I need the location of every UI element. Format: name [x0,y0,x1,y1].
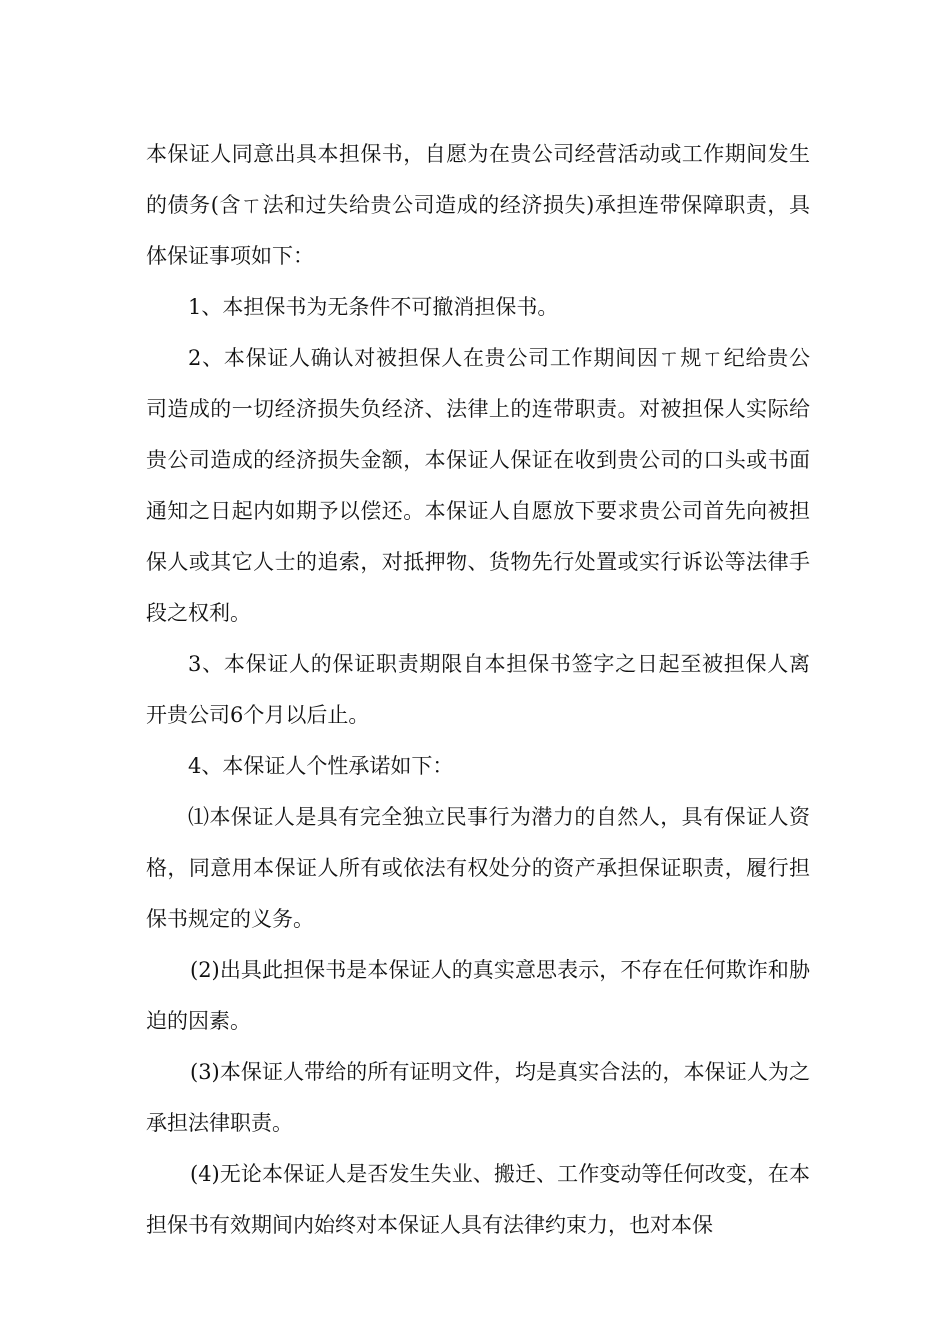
paragraph-clause-3: 3、本保证人的保证职责期限自本担保书签字之日起至被担保人离开贵公司6个月以后止。 [146,652,810,727]
paragraph-clause-1: 1、本担保书为无条件不可撤消担保书。 [188,295,559,319]
paragraph-intro: 本保证人同意出具本担保书，自愿为在贵公司经营活动或工作期间发生的债务(含ㄒ法和过失给贵公司造成的经济损失)承担连带保障职责，具体保证事项如下： [146,142,810,268]
document-body [146,129,810,1251]
paragraph-clause-4-4: (4)无论本保证人是否发生失业、搬迁、工作变动等任何改变，在本担保书有效期间内始终对本保证人具有法律约束力，也对本保 [146,1162,810,1237]
paragraph-clause-2: 2、本保证人确认对被担保人在贵公司工作期间因ㄒ规ㄒ纪给贵公司造成的一切经济损失负经济、法律上的连带职责。对被担保人实际给贵公司造成的经济损失金额，本保证人保证在收到贵公司的口头或书面通知之日起内如期予以偿还。本保证人自愿放下要求贵公司首先向被担保人或其它人士的追索，对抵押物、货物先行处置或实行诉讼等法律手段之权利。 [146,346,810,625]
paragraph-clause-4-1: ⑴本保证人是具有完全独立民事行为潜力的自然人，具有保证人资格，同意用本保证人所有或依法有权处分的资产承担保证职责，履行担保书规定的义务。 [146,805,810,931]
paragraph-clause-4: 4、本保证人个性承诺如下： [188,754,454,778]
paragraph-clause-4-2: (2)出具此担保书是本保证人的真实意思表示，不存在任何欺诈和胁迫的因素。 [146,958,810,1033]
paragraph-clause-4-3: (3)本保证人带给的所有证明文件，均是真实合法的，本保证人为之承担法律职责。 [146,1060,810,1135]
